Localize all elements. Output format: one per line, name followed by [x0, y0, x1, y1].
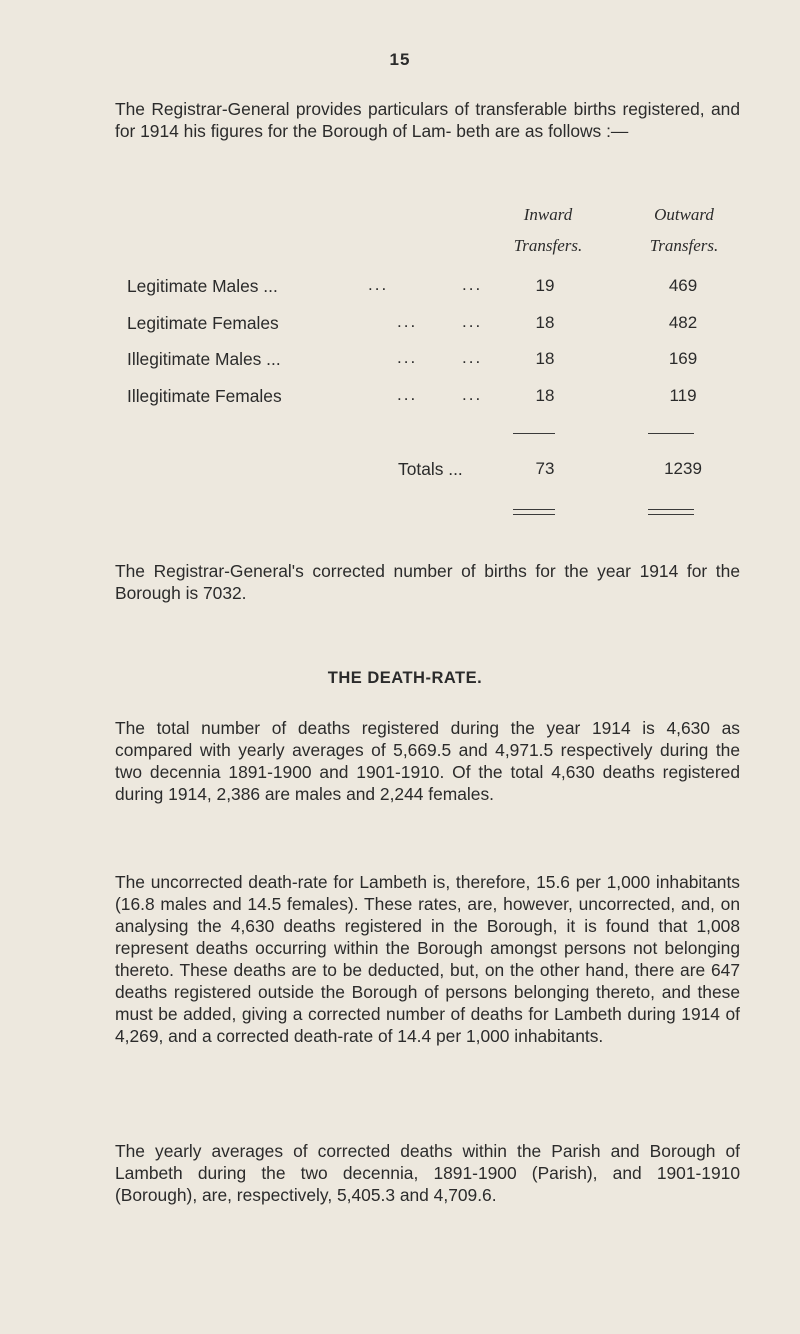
inward-legitimate-females: 18 [535, 313, 555, 332]
intro-text: The Registrar-General provides particulars of transferable births registered, and for 1914 his figures for the Borough of Lam- beth are as follows :— [115, 99, 740, 141]
row-label-illegitimate-males: Illegitimate Males ... [127, 349, 281, 369]
row-leader-dots-a: ... [397, 348, 418, 367]
inward-header-line1: Inward [523, 205, 573, 224]
totals-inward: 73 [535, 459, 555, 478]
total-double-rule-inward-top [513, 509, 555, 510]
outward-illegitimate-males: 169 [668, 349, 698, 368]
totals-outward: 1239 [664, 459, 702, 478]
totals-label: Totals ... [398, 459, 463, 479]
inward-illegitimate-females: 18 [535, 386, 555, 405]
outward-illegitimate-females: 119 [669, 386, 697, 405]
outward-legitimate-females: 482 [668, 313, 698, 332]
row-label-legitimate-females: Legitimate Females [127, 313, 279, 333]
deaths-paragraph: The total number of deaths registered during the year 1914 is 4,630 as compared with yearly averages of 5,669.5 and 4,971.5 respectively during the two decennia 1891-1900 and 1901-1910. Of the total 4,630 deaths registered during 1914, 2,386 are males and 2,244 females. [115, 718, 740, 804]
death-rate-heading: THE DEATH-RATE. [327, 669, 483, 687]
row-label-legitimate-males: Legitimate Males ... [127, 276, 278, 296]
inward-legitimate-males: 19 [535, 276, 555, 295]
corrected-births-paragraph: The Registrar-General's corrected number of births for the year 1914 for the Borough is 7032. [115, 561, 740, 603]
inward-header-line2: Transfers. [513, 236, 583, 255]
outward-legitimate-males: 469 [668, 276, 698, 295]
row-label-illegitimate-females: Illegitimate Females [127, 386, 282, 406]
row-leader-dots-b: ... [462, 385, 483, 404]
row-leader-dots-a: ... [397, 312, 418, 331]
total-double-rule-outward-top [648, 509, 694, 510]
total-double-rule-outward-bottom [648, 514, 694, 515]
total-double-rule-inward-bottom [513, 514, 555, 515]
subtotal-rule-outward [648, 433, 694, 434]
row-leader-dots-a: ... [368, 275, 389, 294]
death-rate-paragraph: The uncorrected death-rate for Lambeth is, therefore, 15.6 per 1,000 inhabitants (16.8 males and 14.5 females). These rates, are, however, uncorrected, and, on analysing the 4,630 deaths registered in the Borough, it is found that 1,008 represent deaths occurring within the Borough amongst persons not belonging thereto. These deaths are to be deducted, but, on the other hand, there are 647 deaths registered outside the Borough of persons belonging thereto, and these must be added, giving a corrected number of deaths for Lambeth during 1914 of 4,269, and a corrected death-rate of 14.4 per 1,000 inhabitants. [115, 872, 740, 1046]
inward-illegitimate-males: 18 [535, 349, 555, 368]
row-leader-dots-a: ... [397, 385, 418, 404]
row-leader-dots-b: ... [462, 275, 483, 294]
subtotal-rule-inward [513, 433, 555, 434]
row-leader-dots-b: ... [462, 312, 483, 331]
intro-paragraph [115, 98, 740, 142]
outward-header-line2: Transfers. [649, 236, 719, 255]
page-number: 15 [389, 50, 411, 69]
averages-paragraph: The yearly averages of corrected deaths within the Parish and Borough of Lambeth during the two decennia, 1891-1900 (Parish), and 1901-1910 (Borough), are, respectively, 5,405.3 and 4,709.6. [115, 1141, 740, 1205]
row-leader-dots-b: ... [462, 348, 483, 367]
outward-header-line1: Outward [654, 205, 714, 224]
